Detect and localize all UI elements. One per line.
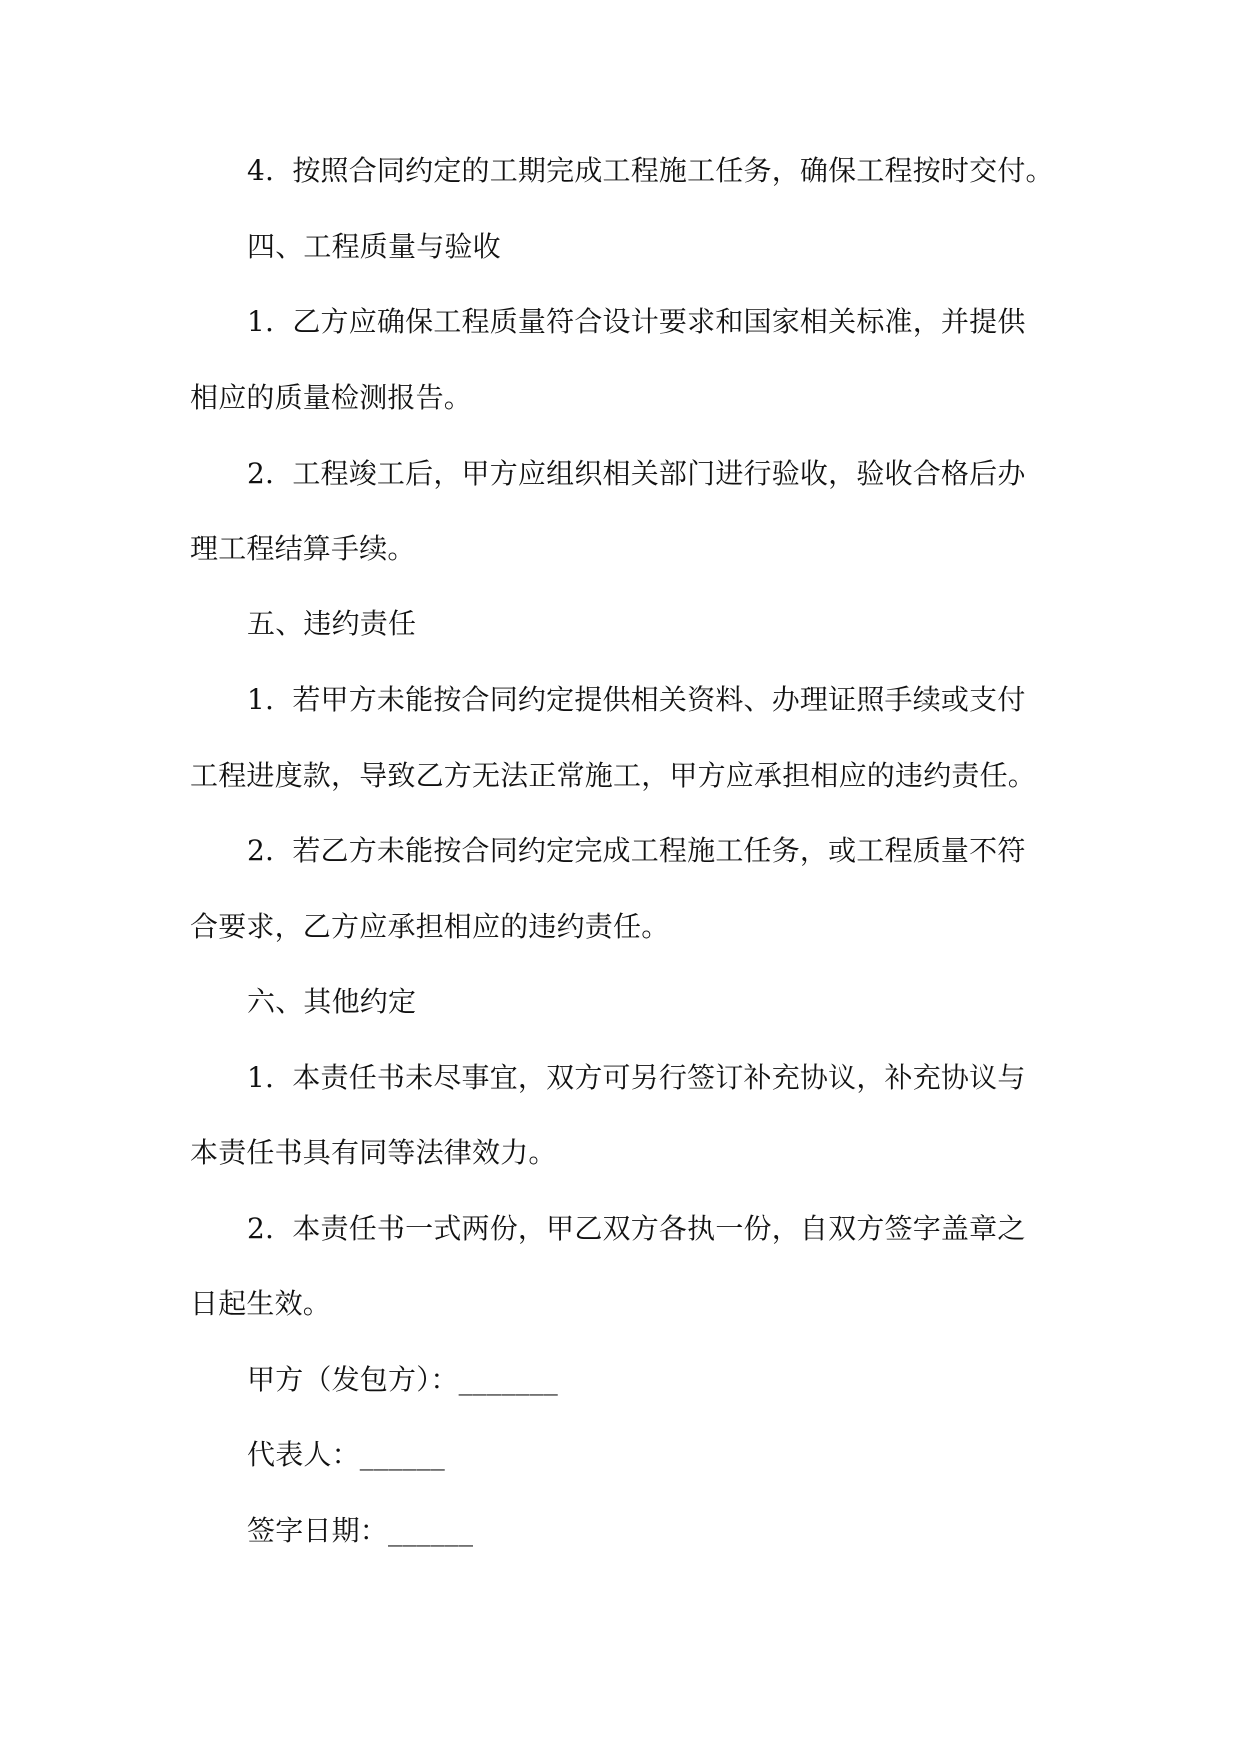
section-4-clause-2-line-2: 理工程结算手续。: [190, 532, 416, 565]
section-5-clause-1-line-1: 1. 若甲方未能按合同约定提供相关资料、办理证照手续或支付: [247, 683, 1026, 716]
signature-date-line: 签字日期：______: [247, 1514, 474, 1547]
section-4-clause-2-line-1: 2. 工程竣工后，甲方应组织相关部门进行验收，验收合格后办: [247, 457, 1026, 490]
section-5-clause-1-line-2: 工程进度款，导致乙方无法正常施工，甲方应承担相应的违约责任。: [190, 759, 1037, 792]
clause-4-line-1: 4. 按照合同约定的工期完成工程施工任务，确保工程按时交付。: [247, 154, 1054, 187]
section-4-heading: 四、工程质量与验收: [247, 230, 501, 263]
section-5-clause-2-line-1: 2. 若乙方未能按合同约定完成工程施工任务，或工程质量不符: [247, 834, 1026, 867]
section-6-heading: 六、其他约定: [247, 985, 417, 1018]
section-4-clause-1-line-2: 相应的质量检测报告。: [190, 381, 473, 414]
section-6-clause-2-line-1: 2. 本责任书一式两份，甲乙双方各执一份，自双方签字盖章之: [247, 1212, 1026, 1245]
section-5-heading: 五、违约责任: [247, 607, 417, 640]
section-4-clause-1-line-1: 1. 乙方应确保工程质量符合设计要求和国家相关标准，并提供: [247, 305, 1026, 338]
representative-signature-line: 代表人：______: [247, 1438, 446, 1471]
section-6-clause-2-line-2: 日起生效。: [190, 1287, 332, 1320]
section-6-clause-1-line-1: 1. 本责任书未尽事宜，双方可另行签订补充协议，补充协议与: [247, 1061, 1026, 1094]
section-5-clause-2-line-2: 合要求，乙方应承担相应的违约责任。: [190, 910, 670, 943]
section-6-clause-1-line-2: 本责任书具有同等法律效力。: [190, 1136, 557, 1169]
party-a-signature-line: 甲方（发包方）：_______: [247, 1363, 559, 1396]
